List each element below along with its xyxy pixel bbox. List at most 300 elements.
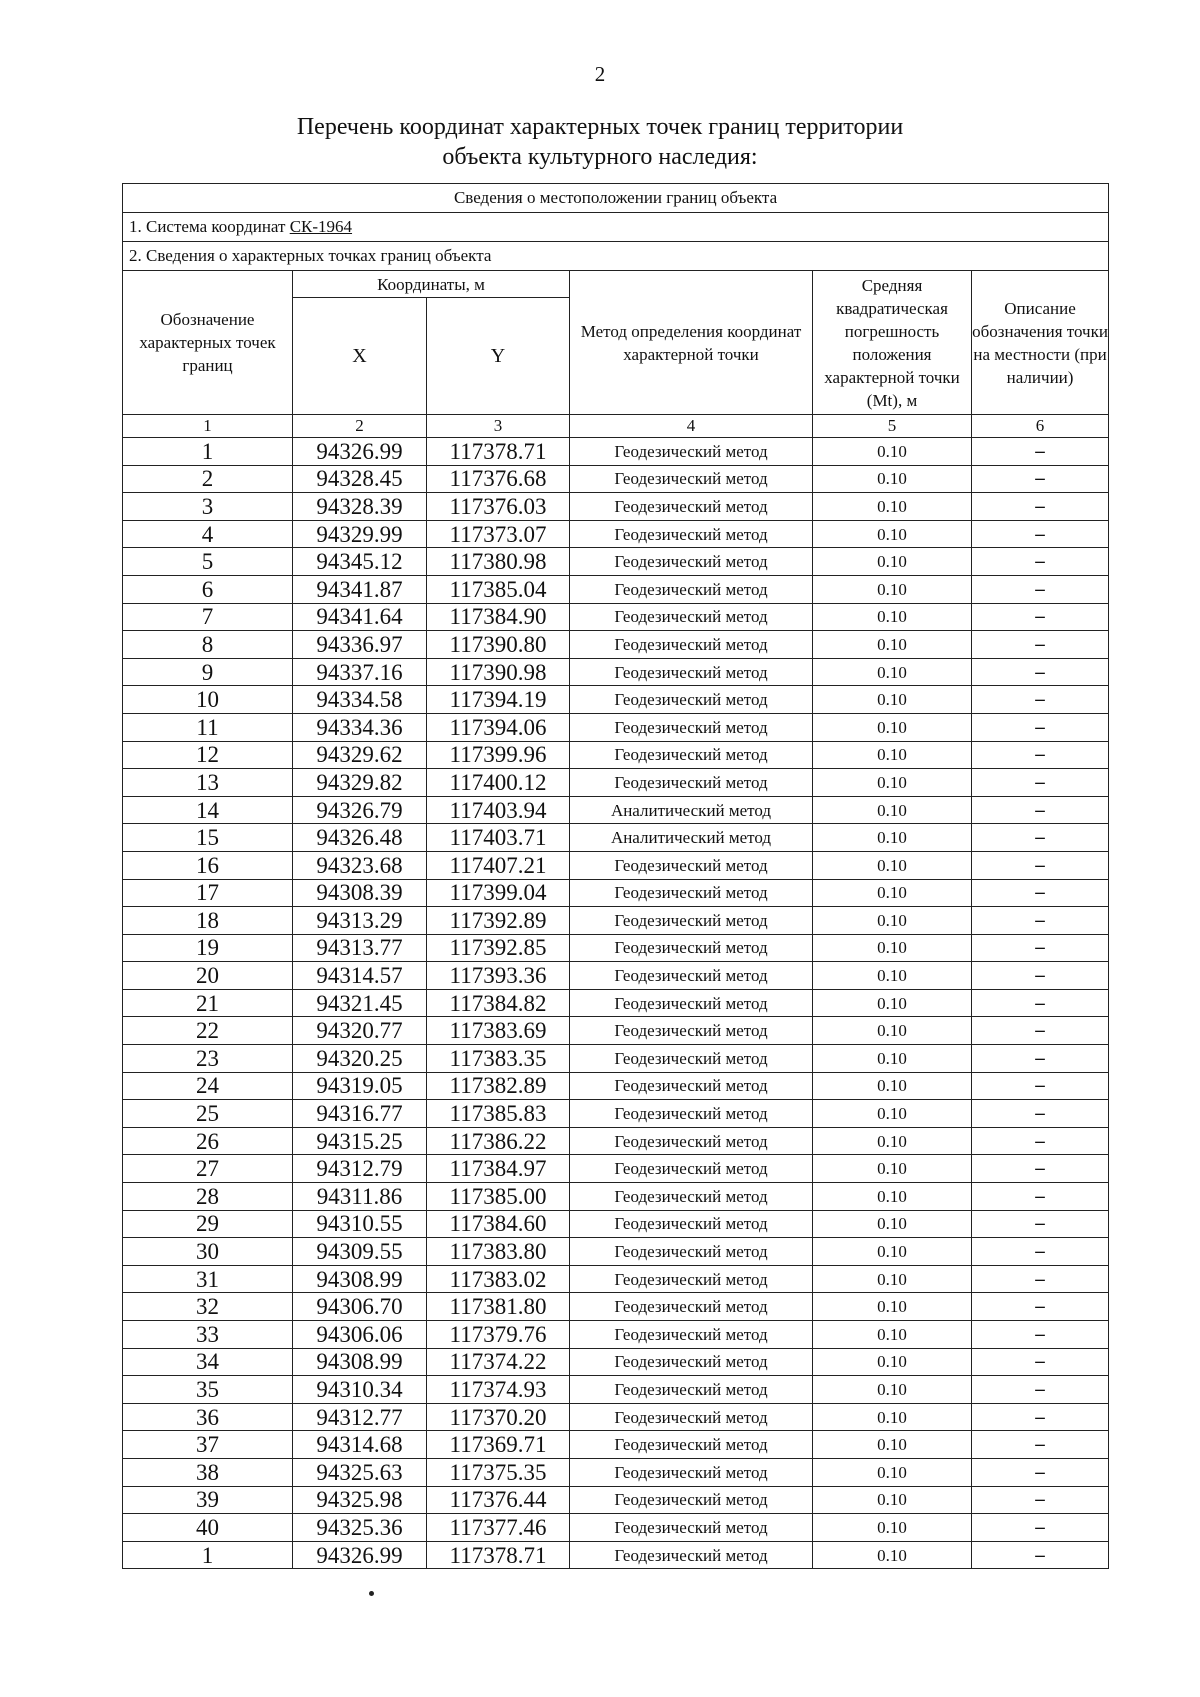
cell-error: 0.10 — [813, 1072, 972, 1100]
cell-method: Геодезический метод — [570, 1017, 813, 1045]
table-row — [123, 575, 1109, 603]
cell-point-number: 2 — [123, 465, 293, 493]
table-row — [123, 603, 1109, 631]
cell-y: 117380.98 — [427, 548, 570, 576]
cell-error: 0.10 — [813, 493, 972, 521]
cell-description: – — [972, 1486, 1109, 1514]
cell-point-number: 31 — [123, 1265, 293, 1293]
cell-y: 117400.12 — [427, 769, 570, 797]
cell-x: 94313.77 — [293, 934, 427, 962]
cell-description: – — [972, 438, 1109, 466]
coordinate-system-row — [123, 213, 1109, 242]
cell-method: Геодезический метод — [570, 1183, 813, 1211]
table-row — [123, 1238, 1109, 1266]
document-title — [0, 112, 1200, 172]
cell-y: 117383.02 — [427, 1265, 570, 1293]
cell-x: 94328.39 — [293, 493, 427, 521]
cell-x: 94326.99 — [293, 438, 427, 466]
cell-x: 94320.77 — [293, 1017, 427, 1045]
table-row — [123, 1348, 1109, 1376]
cell-method: Геодезический метод — [570, 1293, 813, 1321]
table-row — [123, 631, 1109, 659]
table-row — [123, 438, 1109, 466]
cell-x: 94315.25 — [293, 1127, 427, 1155]
cell-error: 0.10 — [813, 1017, 972, 1045]
cell-method: Геодезический метод — [570, 851, 813, 879]
cell-description: – — [972, 1293, 1109, 1321]
cell-description: – — [972, 741, 1109, 769]
cell-description: – — [972, 1376, 1109, 1404]
cell-x: 94325.98 — [293, 1486, 427, 1514]
cell-point-number: 33 — [123, 1321, 293, 1349]
cell-description: – — [972, 1183, 1109, 1211]
cell-error: 0.10 — [813, 1293, 972, 1321]
cell-x: 94320.25 — [293, 1045, 427, 1073]
cell-point-number: 28 — [123, 1183, 293, 1211]
cell-description: – — [972, 548, 1109, 576]
title-line-2: объекта культурного наследия: — [442, 144, 758, 170]
header-error: Средняя квадратическая погрешность положения характерной точки (Mt), м — [813, 271, 972, 415]
cell-y: 117383.80 — [427, 1238, 570, 1266]
cell-description: – — [972, 1127, 1109, 1155]
cell-description: – — [972, 907, 1109, 935]
cell-x: 94341.87 — [293, 575, 427, 603]
cell-description: – — [972, 1541, 1109, 1569]
cell-x: 94309.55 — [293, 1238, 427, 1266]
cell-y: 117399.04 — [427, 879, 570, 907]
cell-y: 117378.71 — [427, 438, 570, 466]
cell-error: 0.10 — [813, 879, 972, 907]
title-line-1: Перечень координат характерных точек границ территории — [296, 114, 904, 140]
column-number: 1 — [123, 415, 293, 438]
cell-error: 0.10 — [813, 851, 972, 879]
cell-y: 117392.85 — [427, 934, 570, 962]
cell-point-number: 38 — [123, 1458, 293, 1486]
cell-point-number: 32 — [123, 1293, 293, 1321]
cell-error: 0.10 — [813, 603, 972, 631]
cell-point-number: 36 — [123, 1403, 293, 1431]
cell-x: 94306.70 — [293, 1293, 427, 1321]
cell-description: – — [972, 713, 1109, 741]
cell-x: 94341.64 — [293, 603, 427, 631]
cell-y: 117399.96 — [427, 741, 570, 769]
table-row — [123, 658, 1109, 686]
cell-error: 0.10 — [813, 796, 972, 824]
cell-y: 117385.83 — [427, 1100, 570, 1128]
header-designation: Обозначение характерных точек границ — [123, 271, 293, 415]
cell-method: Геодезический метод — [570, 769, 813, 797]
cell-description: – — [972, 686, 1109, 714]
table-row — [123, 1431, 1109, 1459]
cell-y: 117375.35 — [427, 1458, 570, 1486]
cell-error: 0.10 — [813, 769, 972, 797]
cell-method: Геодезический метод — [570, 1072, 813, 1100]
cell-y: 117376.03 — [427, 493, 570, 521]
cell-x: 94306.06 — [293, 1321, 427, 1349]
cell-method: Геодезический метод — [570, 1431, 813, 1459]
cell-method: Геодезический метод — [570, 1541, 813, 1569]
cell-error: 0.10 — [813, 1045, 972, 1073]
cell-x: 94308.99 — [293, 1348, 427, 1376]
cell-description: – — [972, 769, 1109, 797]
table-row — [123, 989, 1109, 1017]
cell-error: 0.10 — [813, 1183, 972, 1211]
cell-method: Геодезический метод — [570, 713, 813, 741]
cell-y: 117403.94 — [427, 796, 570, 824]
cell-x: 94328.45 — [293, 465, 427, 493]
cell-description: – — [972, 796, 1109, 824]
cell-error: 0.10 — [813, 1403, 972, 1431]
cell-description: – — [972, 1321, 1109, 1349]
cell-x: 94325.63 — [293, 1458, 427, 1486]
cell-error: 0.10 — [813, 1100, 972, 1128]
table-row — [123, 796, 1109, 824]
cell-description: – — [972, 1348, 1109, 1376]
column-number: 4 — [570, 415, 813, 438]
cell-description: – — [972, 1100, 1109, 1128]
header-x: X — [293, 298, 427, 415]
cell-y: 117384.97 — [427, 1155, 570, 1183]
cell-point-number: 30 — [123, 1238, 293, 1266]
table-row — [123, 1265, 1109, 1293]
cell-error: 0.10 — [813, 713, 972, 741]
cell-x: 94325.36 — [293, 1514, 427, 1542]
cell-description: – — [972, 934, 1109, 962]
cell-x: 94310.34 — [293, 1376, 427, 1404]
cell-point-number: 22 — [123, 1017, 293, 1045]
table-row — [123, 1486, 1109, 1514]
cell-point-number: 15 — [123, 824, 293, 852]
cell-method: Геодезический метод — [570, 934, 813, 962]
table-row — [123, 1541, 1109, 1569]
cell-description: – — [972, 1210, 1109, 1238]
cell-y: 117385.04 — [427, 575, 570, 603]
cell-error: 0.10 — [813, 934, 972, 962]
cell-method: Геодезический метод — [570, 520, 813, 548]
cell-y: 117384.90 — [427, 603, 570, 631]
cell-point-number: 4 — [123, 520, 293, 548]
cell-x: 94326.99 — [293, 1541, 427, 1569]
cell-error: 0.10 — [813, 1321, 972, 1349]
cell-description: – — [972, 1403, 1109, 1431]
cell-description: – — [972, 879, 1109, 907]
cell-error: 0.10 — [813, 1238, 972, 1266]
table-row — [123, 1293, 1109, 1321]
cell-y: 117379.76 — [427, 1321, 570, 1349]
cell-point-number: 3 — [123, 493, 293, 521]
cell-y: 117377.46 — [427, 1514, 570, 1542]
cell-point-number: 26 — [123, 1127, 293, 1155]
cell-error: 0.10 — [813, 1458, 972, 1486]
cell-error: 0.10 — [813, 658, 972, 686]
cell-y: 117376.44 — [427, 1486, 570, 1514]
cell-x: 94312.77 — [293, 1403, 427, 1431]
table-row — [123, 1100, 1109, 1128]
table-row — [123, 851, 1109, 879]
column-number: 2 — [293, 415, 427, 438]
cell-point-number: 9 — [123, 658, 293, 686]
cell-method: Геодезический метод — [570, 907, 813, 935]
cell-error: 0.10 — [813, 631, 972, 659]
column-number: 6 — [972, 415, 1109, 438]
cell-method: Геодезический метод — [570, 631, 813, 659]
cell-x: 94323.68 — [293, 851, 427, 879]
cell-method: Геодезический метод — [570, 989, 813, 1017]
stray-mark — [369, 1591, 374, 1596]
cell-y: 117390.80 — [427, 631, 570, 659]
cell-y: 117370.20 — [427, 1403, 570, 1431]
cell-method: Геодезический метод — [570, 465, 813, 493]
cell-point-number: 39 — [123, 1486, 293, 1514]
cell-y: 117384.60 — [427, 1210, 570, 1238]
cell-error: 0.10 — [813, 575, 972, 603]
cell-x: 94345.12 — [293, 548, 427, 576]
cell-point-number: 14 — [123, 796, 293, 824]
cell-point-number: 7 — [123, 603, 293, 631]
cell-x: 94321.45 — [293, 989, 427, 1017]
cell-method: Геодезический метод — [570, 1265, 813, 1293]
cell-point-number: 21 — [123, 989, 293, 1017]
cell-y: 117382.89 — [427, 1072, 570, 1100]
table-row — [123, 1376, 1109, 1404]
table-row — [123, 493, 1109, 521]
cell-method: Геодезический метод — [570, 1100, 813, 1128]
cell-x: 94326.48 — [293, 824, 427, 852]
cell-x: 94334.36 — [293, 713, 427, 741]
table-caption: Сведения о местоположении границ объекта — [123, 184, 1109, 213]
cell-y: 117369.71 — [427, 1431, 570, 1459]
cell-description: – — [972, 1238, 1109, 1266]
cell-error: 0.10 — [813, 465, 972, 493]
cell-y: 117381.80 — [427, 1293, 570, 1321]
cell-method: Геодезический метод — [570, 1376, 813, 1404]
cell-point-number: 40 — [123, 1514, 293, 1542]
table-row — [123, 1458, 1109, 1486]
cell-point-number: 20 — [123, 962, 293, 990]
cell-method: Геодезический метод — [570, 962, 813, 990]
cell-method: Геодезический метод — [570, 658, 813, 686]
cell-description: – — [972, 603, 1109, 631]
cell-point-number: 27 — [123, 1155, 293, 1183]
cell-x: 94312.79 — [293, 1155, 427, 1183]
cell-method: Геодезический метод — [570, 493, 813, 521]
table-row — [123, 769, 1109, 797]
cell-method: Геодезический метод — [570, 1486, 813, 1514]
cell-method: Геодезический метод — [570, 1458, 813, 1486]
cell-description: – — [972, 520, 1109, 548]
cell-y: 117394.06 — [427, 713, 570, 741]
cell-point-number: 18 — [123, 907, 293, 935]
cell-method: Геодезический метод — [570, 1045, 813, 1073]
cell-method: Геодезический метод — [570, 1403, 813, 1431]
cell-y: 117384.82 — [427, 989, 570, 1017]
cell-x: 94329.82 — [293, 769, 427, 797]
table-row — [123, 962, 1109, 990]
cell-method: Геодезический метод — [570, 548, 813, 576]
table-row — [123, 824, 1109, 852]
cell-y: 117374.22 — [427, 1348, 570, 1376]
table-row — [123, 1045, 1109, 1073]
cell-description: – — [972, 989, 1109, 1017]
cell-error: 0.10 — [813, 1155, 972, 1183]
cell-method: Геодезический метод — [570, 438, 813, 466]
cell-x: 94319.05 — [293, 1072, 427, 1100]
cell-method: Геодезический метод — [570, 686, 813, 714]
cell-error: 0.10 — [813, 741, 972, 769]
cell-y: 117385.00 — [427, 1183, 570, 1211]
cell-description: – — [972, 824, 1109, 852]
cell-point-number: 16 — [123, 851, 293, 879]
cell-point-number: 23 — [123, 1045, 293, 1073]
cell-point-number: 24 — [123, 1072, 293, 1100]
table-row — [123, 713, 1109, 741]
cell-error: 0.10 — [813, 520, 972, 548]
cell-x: 94326.79 — [293, 796, 427, 824]
cell-x: 94310.55 — [293, 1210, 427, 1238]
cell-y: 117374.93 — [427, 1376, 570, 1404]
table-body — [123, 438, 1109, 1569]
table-row — [123, 1127, 1109, 1155]
cell-method: Геодезический метод — [570, 1127, 813, 1155]
cell-error: 0.10 — [813, 1127, 972, 1155]
cell-x: 94329.99 — [293, 520, 427, 548]
cell-method: Аналитический метод — [570, 796, 813, 824]
cell-error: 0.10 — [813, 824, 972, 852]
cell-x: 94314.68 — [293, 1431, 427, 1459]
cell-description: – — [972, 631, 1109, 659]
cell-point-number: 37 — [123, 1431, 293, 1459]
cell-description: – — [972, 1265, 1109, 1293]
table-row — [123, 934, 1109, 962]
cell-error: 0.10 — [813, 1265, 972, 1293]
cell-description: – — [972, 1458, 1109, 1486]
cell-point-number: 1 — [123, 438, 293, 466]
header-method: Метод определения координат характерной точки — [570, 271, 813, 415]
cell-description: – — [972, 851, 1109, 879]
cell-x: 94313.29 — [293, 907, 427, 935]
cell-y: 117376.68 — [427, 465, 570, 493]
cell-description: – — [972, 1072, 1109, 1100]
cell-error: 0.10 — [813, 962, 972, 990]
column-number: 5 — [813, 415, 972, 438]
cell-error: 0.10 — [813, 548, 972, 576]
table-row — [123, 741, 1109, 769]
cell-method: Геодезический метод — [570, 741, 813, 769]
cell-y: 117383.69 — [427, 1017, 570, 1045]
cell-y: 117378.71 — [427, 1541, 570, 1569]
cell-method: Геодезический метод — [570, 1238, 813, 1266]
table-row — [123, 1210, 1109, 1238]
cell-method: Геодезический метод — [570, 1514, 813, 1542]
coordinates-table — [122, 183, 1109, 1569]
table-row — [123, 1321, 1109, 1349]
cell-y: 117403.71 — [427, 824, 570, 852]
cell-error: 0.10 — [813, 438, 972, 466]
cell-description: – — [972, 1514, 1109, 1542]
cell-error: 0.10 — [813, 1541, 972, 1569]
table-row — [123, 1155, 1109, 1183]
header-coordinates: Координаты, м — [293, 271, 570, 298]
cell-x: 94329.62 — [293, 741, 427, 769]
cell-error: 0.10 — [813, 686, 972, 714]
cell-point-number: 1 — [123, 1541, 293, 1569]
cell-x: 94316.77 — [293, 1100, 427, 1128]
cell-error: 0.10 — [813, 1376, 972, 1404]
cell-y: 117373.07 — [427, 520, 570, 548]
table-row — [123, 520, 1109, 548]
cell-method: Геодезический метод — [570, 1210, 813, 1238]
cell-description: – — [972, 493, 1109, 521]
cell-x: 94308.39 — [293, 879, 427, 907]
cell-description: – — [972, 1045, 1109, 1073]
cell-error: 0.10 — [813, 1514, 972, 1542]
table-row — [123, 686, 1109, 714]
coordinate-system-prefix: 1. Система координат — [129, 217, 290, 236]
cell-y: 117386.22 — [427, 1127, 570, 1155]
cell-description: – — [972, 1431, 1109, 1459]
cell-method: Геодезический метод — [570, 1321, 813, 1349]
page-number: 2 — [594, 62, 606, 86]
table-row — [123, 879, 1109, 907]
cell-error: 0.10 — [813, 1431, 972, 1459]
cell-point-number: 34 — [123, 1348, 293, 1376]
points-heading: 2. Сведения о характерных точках границ объекта — [123, 242, 1109, 271]
cell-description: – — [972, 575, 1109, 603]
cell-y: 117393.36 — [427, 962, 570, 990]
cell-method: Геодезический метод — [570, 1348, 813, 1376]
cell-x: 94308.99 — [293, 1265, 427, 1293]
cell-y: 117392.89 — [427, 907, 570, 935]
header-y: Y — [427, 298, 570, 415]
cell-x: 94311.86 — [293, 1183, 427, 1211]
cell-method: Аналитический метод — [570, 824, 813, 852]
cell-point-number: 17 — [123, 879, 293, 907]
cell-point-number: 6 — [123, 575, 293, 603]
cell-point-number: 35 — [123, 1376, 293, 1404]
table-row — [123, 1514, 1109, 1542]
cell-y: 117394.19 — [427, 686, 570, 714]
cell-point-number: 11 — [123, 713, 293, 741]
cell-description: – — [972, 962, 1109, 990]
table-row — [123, 548, 1109, 576]
table-row — [123, 1403, 1109, 1431]
header-description: Описание обозначения точки на местности (при наличии) — [972, 271, 1109, 415]
table-row — [123, 465, 1109, 493]
coordinate-system-name: СК-1964 — [289, 217, 353, 236]
cell-point-number: 29 — [123, 1210, 293, 1238]
cell-description: – — [972, 1155, 1109, 1183]
table-row — [123, 1183, 1109, 1211]
cell-y: 117407.21 — [427, 851, 570, 879]
cell-error: 0.10 — [813, 1348, 972, 1376]
cell-error: 0.10 — [813, 989, 972, 1017]
cell-y: 117390.98 — [427, 658, 570, 686]
cell-error: 0.10 — [813, 1486, 972, 1514]
cell-x: 94336.97 — [293, 631, 427, 659]
cell-error: 0.10 — [813, 907, 972, 935]
cell-point-number: 12 — [123, 741, 293, 769]
cell-x: 94337.16 — [293, 658, 427, 686]
cell-error: 0.10 — [813, 1210, 972, 1238]
cell-point-number: 5 — [123, 548, 293, 576]
table-row — [123, 1072, 1109, 1100]
cell-point-number: 19 — [123, 934, 293, 962]
column-number: 3 — [427, 415, 570, 438]
cell-y: 117383.35 — [427, 1045, 570, 1073]
cell-point-number: 25 — [123, 1100, 293, 1128]
table-row — [123, 907, 1109, 935]
cell-description: – — [972, 465, 1109, 493]
